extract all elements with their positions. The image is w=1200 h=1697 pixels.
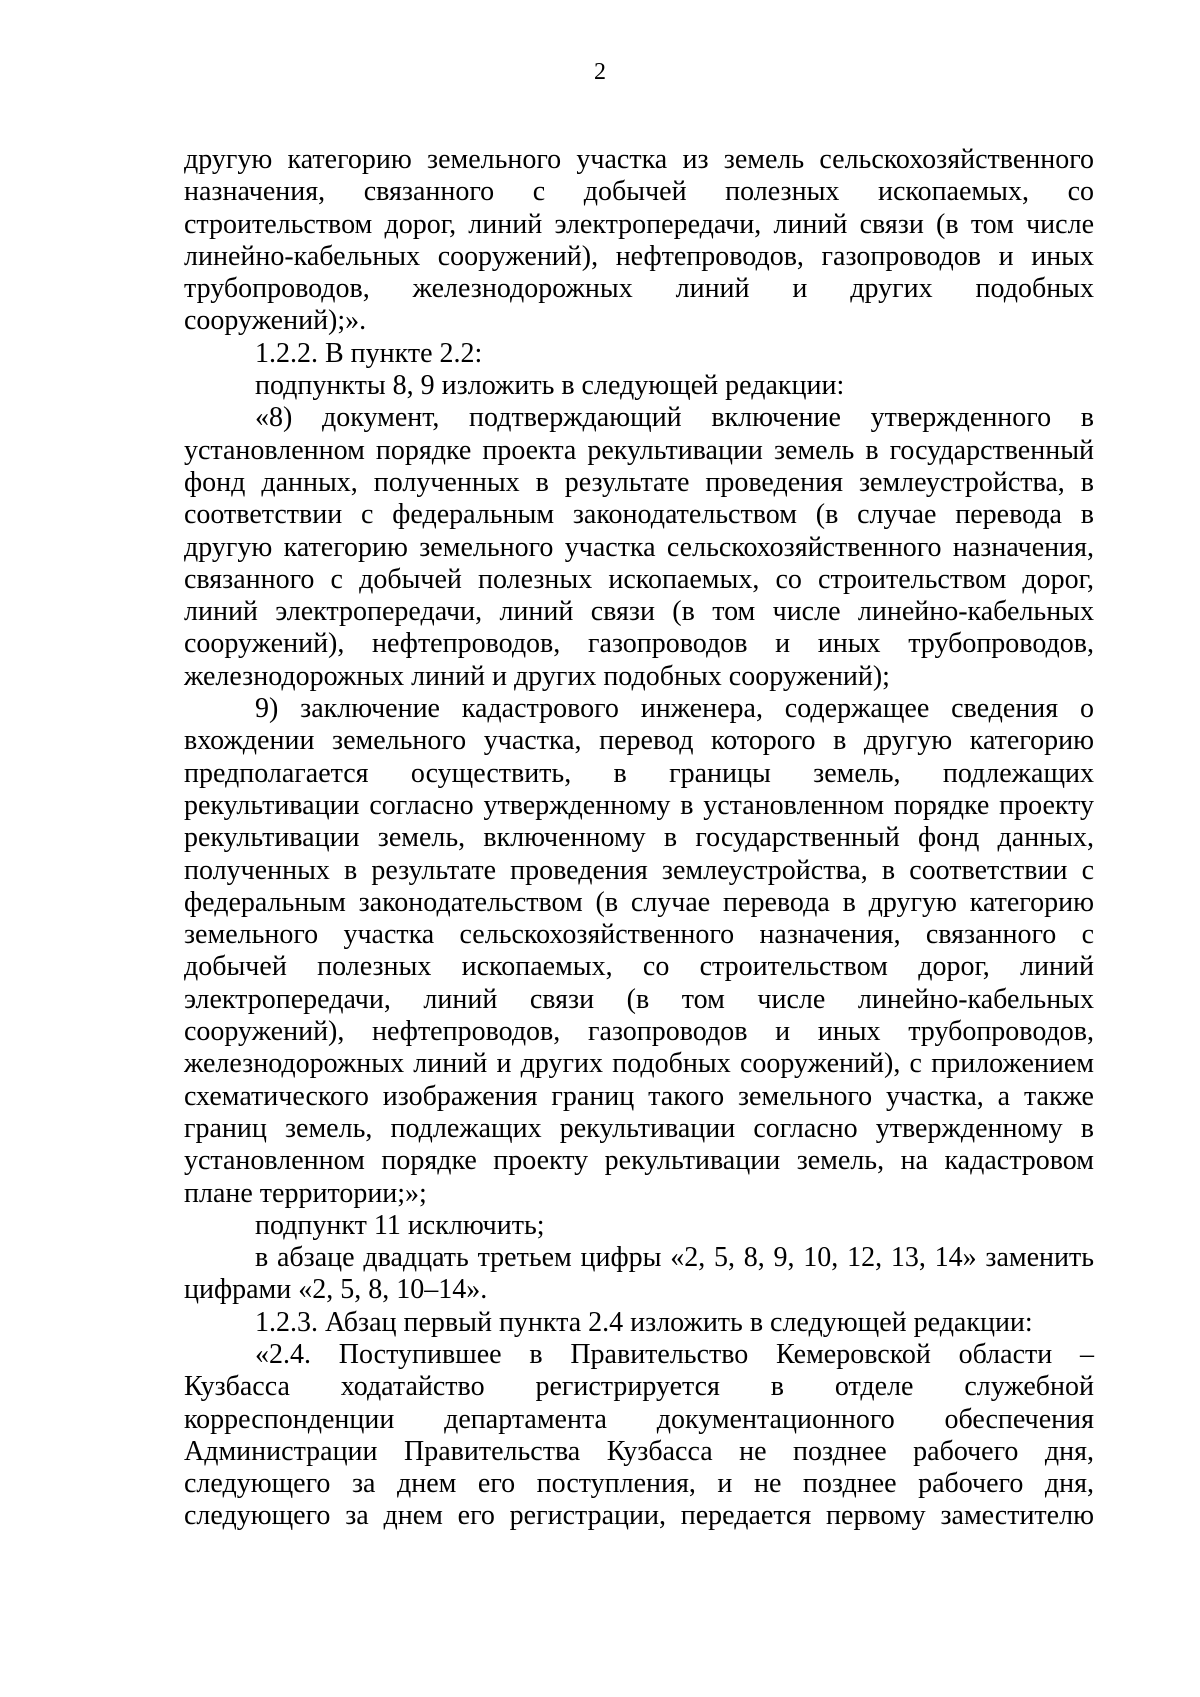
text-line: установленном порядке проекта рекультивации земель в государственный [184,434,1094,466]
text-line: цифрами «2, 5, 8, 10–14». [184,1274,488,1306]
text-line: подпункты 8, 9 изложить в следующей редакции: [255,370,845,402]
page-number: 2 [594,59,606,85]
text-line: назначения, связанного с добычей полезных ископаемых, со [184,176,1094,208]
text-line: фонд данных, полученных в результате проведения землеустройства, в [184,466,1094,498]
text-line: земельного участка сельскохозяйственного назначения, связанного с [184,919,1094,951]
text-line: линий электропередачи, линий связи (в том числе линейно-кабельных [184,596,1094,628]
paragraph-subitems-8-9 [184,370,1094,402]
text-line: другую категорию земельного участка сельскохозяйственного назначения, [184,531,1094,563]
text-line: другую категорию земельного участка из земель сельскохозяйственного [184,144,1094,175]
text-line: железнодорожных линий и других подобных сооружений); [184,660,890,692]
text-line: плане территории;»; [184,1177,427,1209]
text-line: границ земель, подлежащих рекультивации согласно утвержденному в [184,1112,1094,1144]
text-line: соответствии с федеральным законодательством (в случае перевода в [184,499,1094,531]
text-line: вхождении земельного участка, перевод которого в другую категорию [184,725,1094,757]
paragraph-item-1-2-3 [184,1307,1094,1339]
text-line: установленном порядке проекту рекультивации земель, на кадастровом [184,1145,1094,1177]
text-line: сооружений), нефтепроводов, газопроводов и иных трубопроводов, [184,1016,1094,1048]
text-line: 9) заключение кадастрового инженера, содержащее сведения о [255,693,1094,725]
text-line: предполагается осуществить, в границы земель, подлежащих [184,757,1094,789]
text-line: подпункт 11 исключить; [255,1209,545,1241]
paragraph-item-1-2-2 [184,338,1094,370]
text-line: в абзаце двадцать третьем цифры «2, 5, 8, 9, 10, 12, 13, 14» заменить [255,1242,1094,1274]
text-line: схематического изображения границ такого земельного участка, а также [184,1080,1094,1112]
paragraph-subitem-8 [184,402,1094,693]
paragraph-continuation [184,144,1094,338]
text-line: следующего за днем его поступления, и не позднее рабочего дня, [184,1468,1094,1500]
text-line: Администрации Правительства Кузбасса не позднее рабочего дня, [184,1435,1094,1467]
text-line: сооружений), нефтепроводов, газопроводов и иных трубопроводов, [184,628,1094,660]
text-line: рекультивации земель, включенному в государственный фонд данных, [184,822,1094,854]
paragraph-clause-2-4 [184,1339,1094,1533]
text-line: строительством дорог, линий электропередачи, линий связи (в том числе [184,208,1094,240]
paragraph-23 [184,1242,1094,1307]
text-line: связанного с добычей полезных ископаемых, со строительством дорог, [184,563,1094,595]
text-line: железнодорожных линий и других подобных сооружений), с приложением [184,1048,1094,1080]
text-line: полученных в результате проведения землеустройства, в соответствии с [184,854,1094,886]
text-line: «2.4. Поступившее в Правительство Кемеровской области – [255,1338,1094,1370]
text-line: трубопроводов, железнодорожных линий и других подобных [184,273,1094,305]
text-line: сооружений);». [184,305,367,337]
text-line: 1.2.2. В пункте 2.2: [255,337,483,369]
text-line: добычей полезных ископаемых, со строительством дорог, линий [184,951,1094,983]
text-line: федеральным законодательством (в случае перевода в другую категорию [184,886,1094,918]
paragraph-subitem-11 [184,1210,1094,1242]
paragraph-subitem-9 [184,693,1094,1210]
text-line: «8) документ, подтверждающий включение утвержденного в [255,402,1094,434]
text-line: Кузбасса ходатайство регистрируется в отделе служебной [184,1371,1094,1403]
text-line: линейно-кабельных сооружений), нефтепроводов, газопроводов и иных [184,240,1094,272]
document-body [184,144,1094,1533]
text-line: 1.2.3. Абзац первый пункта 2.4 изложить в следующей редакции: [255,1306,1033,1338]
text-line: рекультивации согласно утвержденному в установленном порядке проекту [184,789,1094,821]
text-line: корреспонденции департамента документационного обеспечения [184,1403,1094,1435]
text-line: следующего за днем его регистрации, передается первому заместителю [184,1500,1094,1532]
text-line: электропередачи, линий связи (в том числе линейно-кабельных [184,983,1094,1015]
